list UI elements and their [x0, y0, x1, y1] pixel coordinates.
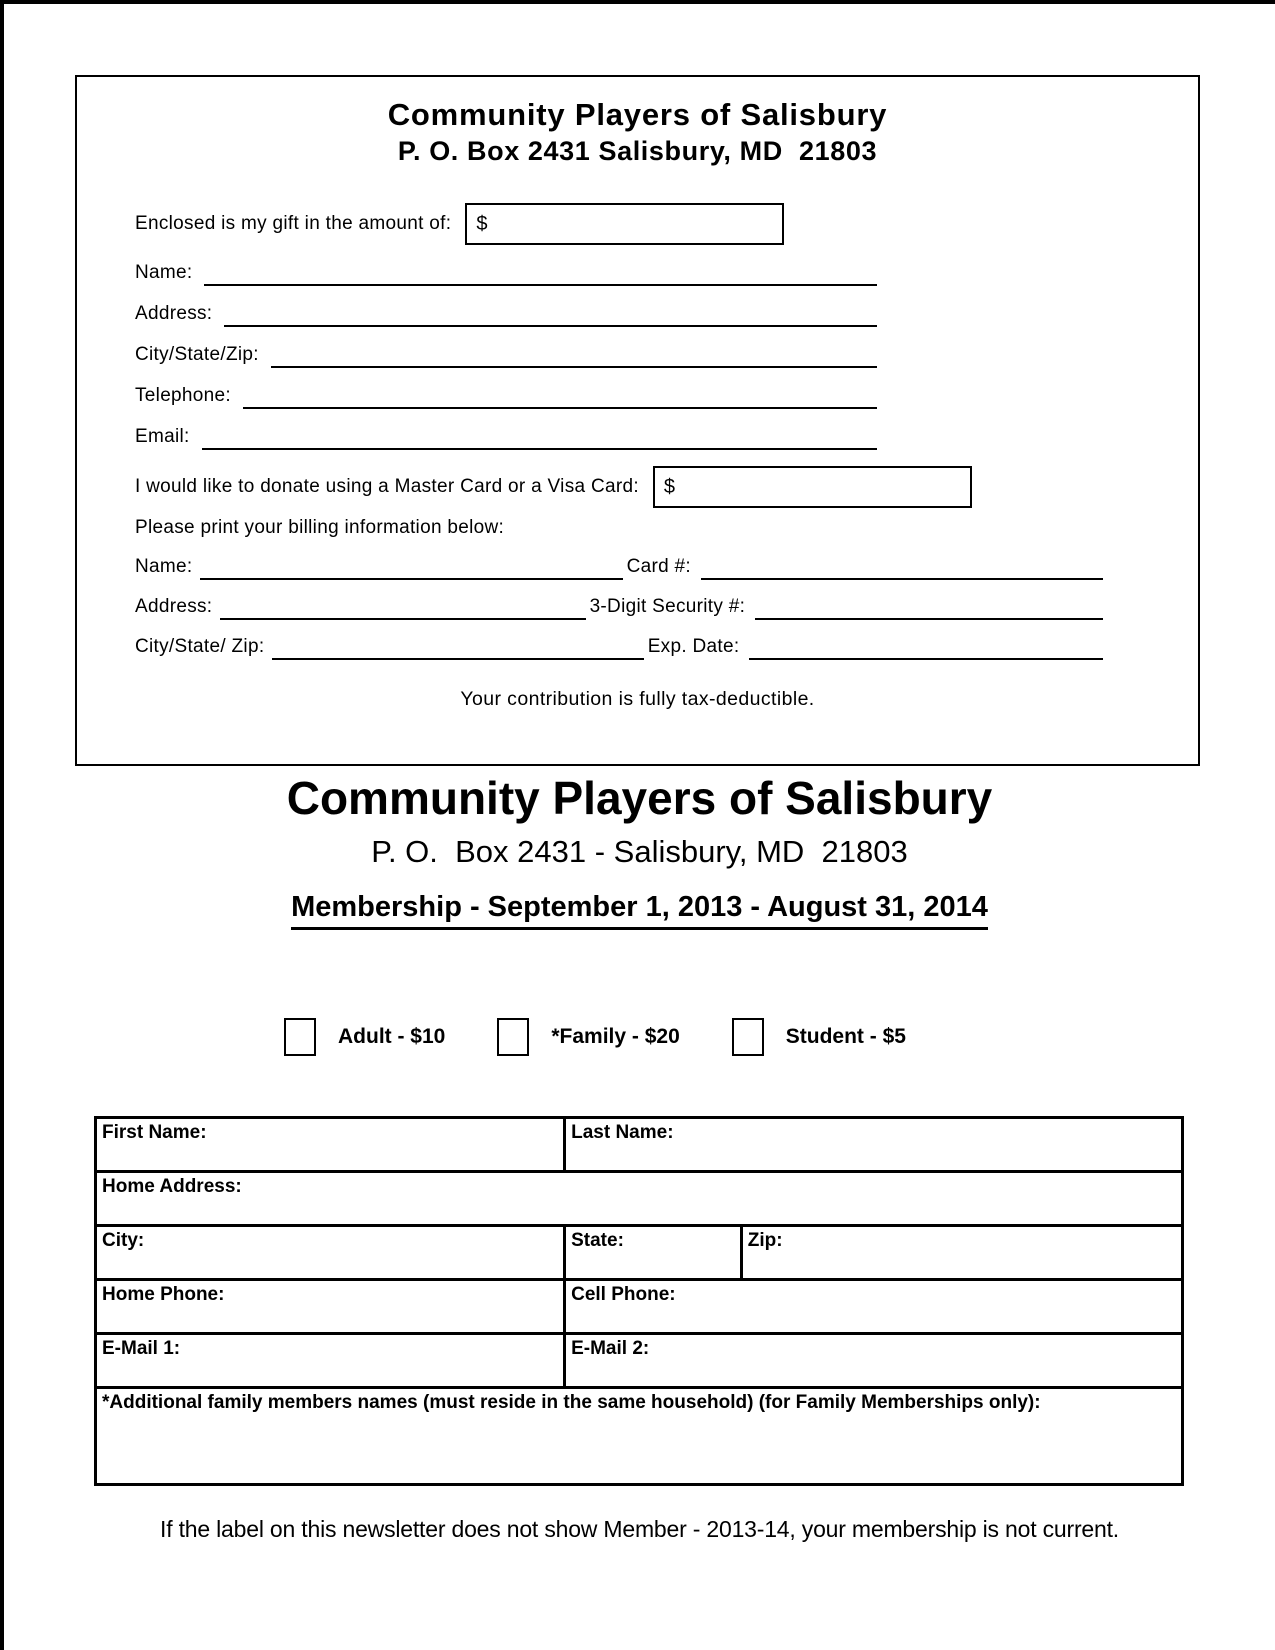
last-name-label: Last Name: — [571, 1121, 674, 1143]
student-option — [732, 1018, 906, 1056]
city-cell[interactable] — [97, 1227, 563, 1278]
home-phone-label: Home Phone: — [102, 1283, 225, 1305]
tax-deductible-note: Your contribution is fully tax-deductible. — [460, 688, 815, 711]
address-input-line[interactable] — [224, 300, 877, 327]
city-state-zip-row — [135, 341, 877, 368]
telephone-label: Telephone: — [135, 385, 231, 407]
home-address-cell[interactable] — [97, 1173, 1181, 1224]
membership-title: Community Players of Salisbury — [286, 772, 993, 824]
billing-name-input-line[interactable] — [200, 552, 622, 580]
table-row — [97, 1386, 1181, 1483]
name-label: Name: — [135, 262, 193, 284]
city-state-zip-input-line[interactable] — [271, 341, 877, 368]
student-checkbox[interactable] — [732, 1018, 764, 1056]
membership-current-note: If the label on this newsletter does not show Member - 2013-14, your membership is not current. — [160, 1515, 1119, 1542]
card-donation-row — [135, 466, 1140, 508]
home-address-label: Home Address: — [102, 1175, 242, 1197]
name-row — [135, 259, 877, 286]
name-input-line[interactable] — [204, 259, 877, 286]
membership-heading: Membership - September 1, 2013 - August 31, 2014 — [291, 890, 988, 930]
table-row — [97, 1224, 1181, 1278]
family-checkbox[interactable] — [497, 1018, 529, 1056]
email-row — [135, 423, 877, 450]
cell-phone-label: Cell Phone: — [571, 1283, 676, 1305]
last-name-cell[interactable] — [563, 1119, 1181, 1170]
cell-phone-cell[interactable] — [563, 1281, 1181, 1332]
billing-address-row — [135, 592, 1103, 620]
donation-address: P. O. Box 2431 Salisbury, MD 21803 — [397, 135, 878, 166]
billing-city-input-line[interactable] — [272, 632, 643, 660]
billing-name-label: Name: — [135, 556, 193, 578]
membership-table — [94, 1116, 1184, 1486]
family-option — [497, 1018, 679, 1056]
address-label: Address: — [135, 303, 213, 325]
security-code-label: 3-Digit Security #: — [589, 596, 746, 618]
donation-title: Community Players of Salisbury — [387, 97, 888, 132]
home-phone-cell[interactable] — [97, 1281, 563, 1332]
state-label: State: — [571, 1229, 624, 1251]
membership-address: P. O. Box 2431 - Salisbury, MD 21803 — [371, 833, 908, 869]
adult-checkbox[interactable] — [284, 1018, 316, 1056]
city-label: City: — [102, 1229, 145, 1251]
state-cell[interactable] — [563, 1227, 740, 1278]
first-name-label: First Name: — [102, 1121, 207, 1143]
zip-label: Zip: — [747, 1229, 783, 1251]
billing-name-row — [135, 552, 1103, 580]
gift-amount-label: Enclosed is my gift in the amount of: — [135, 213, 452, 235]
adult-label: Adult - $10 — [338, 1024, 446, 1048]
billing-city-row — [135, 632, 1103, 660]
exp-date-label: Exp. Date: — [647, 636, 740, 658]
dollar-sign: $ — [476, 212, 488, 235]
address-row — [135, 300, 877, 327]
zip-cell[interactable] — [740, 1227, 1181, 1278]
email1-cell[interactable] — [97, 1335, 563, 1386]
student-label: Student - $5 — [785, 1024, 906, 1048]
billing-note: Please print your billing information below: — [135, 517, 505, 539]
billing-city-label: City/State/ Zip: — [135, 636, 265, 658]
dollar-sign: $ — [663, 475, 676, 498]
email-input-line[interactable] — [202, 423, 877, 450]
table-row — [97, 1119, 1181, 1170]
additional-family-members-label: *Additional family members names (must reside in the same household) (for Family Memberships only): — [102, 1391, 1041, 1413]
telephone-input-line[interactable] — [243, 382, 877, 409]
membership-heading-wrap — [4, 890, 1275, 930]
email2-label: E-Mail 2: — [571, 1337, 650, 1359]
table-row — [97, 1332, 1181, 1386]
donation-form-box — [75, 75, 1200, 766]
table-row — [97, 1278, 1181, 1332]
security-code-input-line[interactable] — [755, 592, 1103, 620]
family-label: *Family - $20 — [551, 1024, 680, 1048]
membership-options-row — [284, 1018, 1275, 1056]
card-number-label: Card #: — [626, 556, 691, 578]
adult-option — [284, 1018, 445, 1056]
email1-label: E-Mail 1: — [102, 1337, 181, 1359]
table-row — [97, 1170, 1181, 1224]
telephone-row — [135, 382, 877, 409]
card-donation-label: I would like to donate using a Master Card or a Visa Card: — [135, 476, 639, 498]
card-amount-field[interactable] — [653, 466, 972, 508]
gift-amount-field[interactable] — [465, 203, 784, 245]
card-number-input-line[interactable] — [701, 552, 1103, 580]
additional-family-members-cell[interactable] — [97, 1389, 1181, 1483]
email-label: Email: — [135, 426, 190, 448]
exp-date-input-line[interactable] — [749, 632, 1103, 660]
city-state-zip-label: City/State/Zip: — [135, 344, 259, 366]
billing-address-input-line[interactable] — [220, 592, 585, 620]
email2-cell[interactable] — [563, 1335, 1181, 1386]
first-name-cell[interactable] — [97, 1119, 563, 1170]
gift-amount-row — [135, 203, 1140, 245]
billing-address-label: Address: — [135, 596, 213, 618]
